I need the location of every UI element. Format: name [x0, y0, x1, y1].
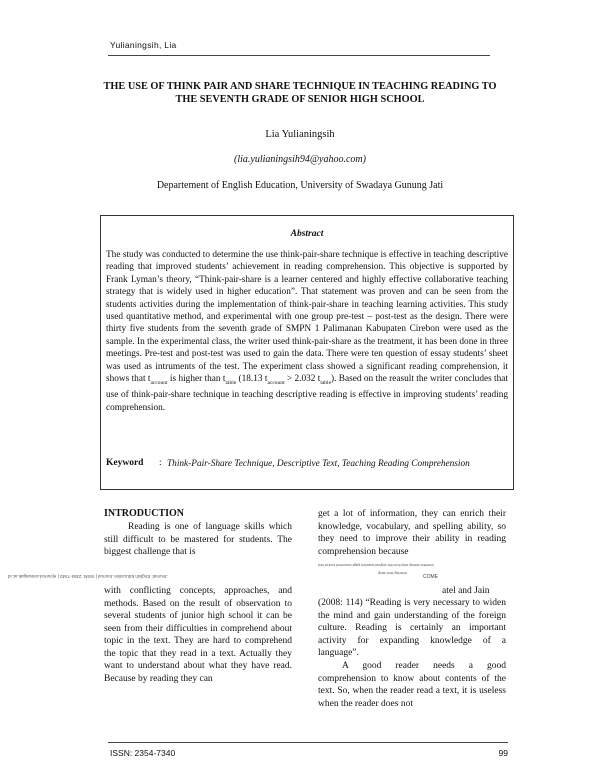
left-column-paragraph-1: Reading is one of language skills which still difficult to be mastered for students. The biggest challenge that is [104, 522, 292, 557]
author-name: Lia Yulianingsih [265, 129, 335, 140]
introduction-heading: INTRODUCTION [104, 508, 185, 519]
running-head: Yulianingsih, Lia [110, 40, 177, 50]
abstract-box [100, 215, 514, 490]
header-rule [108, 55, 490, 56]
abstract-text: The study was conducted to determine the use think-pair-share technique is effective in teaching descriptive reading that improved students’ achievement in reading comprehension. This objective is supported by Frank Lyman’s theory, “Think-pair-share is a learner centered and highly effective collaborative teaching strategy that is widely used in higher education”. That statement was proven and can be seen from the students activities during the implementation of think-pair-share in teaching learning activities. This study used quantitative method, and experimental with one group pre-test – post-test as the design. There were thirty five students from the seventh grade of SMPN 1 Palimanan Kabupaten Cirebon were used as the sample. In the experimental class, the writer used think-pair-share as the treatment, it has been done in three meetings. Pre-test and post-test was used to gain the data. There were ten question of essay students’ sheet was used as intruments of the test. The experiment class showed a significant reading comprehension, it shows that $t_{account}$ is higher than $t_{table}$ (18.13 $t_{account} > 2.032$ $t_{table}$). Based on the reasult the writer concludes that use of think-pair-share technique in teaching descriptive reading is effective in improving students’ reading comprehension. [106, 250, 508, 413]
author-affiliation: Departement of English Education, University of Swadaya Gunung Jati [156, 180, 444, 191]
overlay-cme-label: COME [423, 574, 438, 580]
footer-issn: ISSN: 2354-7340 [110, 748, 176, 758]
keyword-colon: : [159, 458, 162, 468]
right-column-paragraph-2: (2008: 114) “Reading is very necessary to widen the mind and gain understanding of the foreign culture. Reading is certainly an important activity for expanding knowledge of a language”. [318, 598, 506, 658]
overlay-text-left: Journal: English Education Journal | ISSN: 2354-7340 | ejournal.unswagati.ac.id [8, 574, 168, 579]
footer-rule [108, 742, 508, 743]
right-column-paragraph-1: get a lot of information, they can enrich their knowledge, vocabulary, and spelling ability, so they need to improve their ability in reading comprehension because [318, 509, 506, 557]
abstract-heading: Abstract [290, 229, 324, 239]
right-column-fragment-2: atel and Jain [442, 586, 490, 596]
overlay-text-right: Inverted overlay strip from the original scanned page document source text [318, 563, 434, 567]
right-column-paragraph-3: A good reader needs a good comprehension to know about contents of the text. So, when the reader read a text, it is useless when the reader does not [318, 661, 506, 709]
keywords: Think-Pair-Share Technique, Descriptive Text, Teaching Reading Comprehension [167, 459, 470, 469]
overlay-text-right-2: overlay text strip [378, 571, 408, 576]
paper-title: THE USE OF THINK PAIR AND SHARE TECHNIQUE IN TEACHING READING TO THE SEVENTH GRADE OF SENIOR HIGH SCHOOL [103, 81, 497, 105]
left-column-paragraph-2: with conflicting concepts, approaches, and methods. Based on the result of observation to several students of junior high school it can be seen from their difficulties in comprehend about topic in the text. They are hard to comprehend the topic that they read in a text. Actually they want to understand about what they have read. Because by reading they can [104, 586, 292, 684]
author-email: (lia.yulianingsih94@yahoo.com) [234, 154, 366, 165]
overlay-band [0, 563, 600, 583]
page-number: 99 [498, 748, 508, 758]
keyword-label: Keyword [106, 458, 144, 468]
